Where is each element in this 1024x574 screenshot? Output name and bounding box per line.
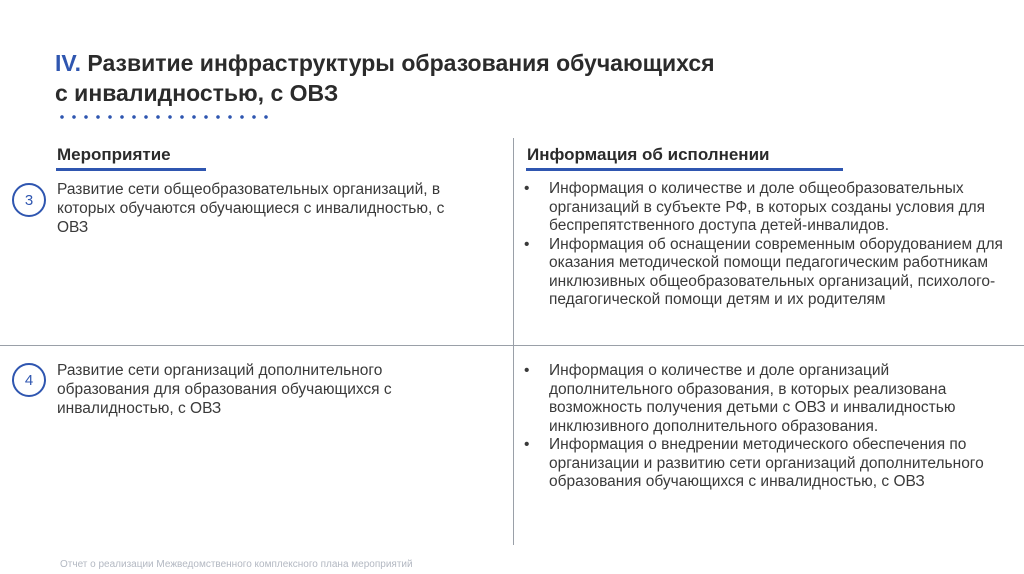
dotted-divider [56,114,276,120]
footer-note: Отчет о реализации Межведомственного комплексного плана мероприятий [60,559,413,570]
column-divider [513,138,514,545]
column-header-underline-right [526,168,843,171]
row-number-badge: 3 [12,183,46,217]
column-header-info: Информация об исполнении [527,145,770,164]
title-line-2: с инвалидностью, с ОВЗ [55,80,339,106]
column-header-underline-left [56,168,206,171]
info-item: • Информация о внедрении методического обеспечения по организации и развитию сети организаций дополнительного образования обучающихся с инвалидностью, с ОВЗ [524,436,1014,492]
row-divider [0,345,1024,346]
page-title [55,48,955,108]
measure-text: Развитие сети общеобразовательных организаций, в которых обучаются обучающиеся с инвалидностью, с ОВЗ [57,181,445,236]
info-item: • Информация о количестве и доле организаций дополнительного образования, в которых реализована возможность получения детьми с ОВЗ и инвалидностью инклюзивного дополнительного образования. [524,362,1014,436]
column-header-measure: Мероприятие [57,145,171,164]
row-number-badge: 4 [12,363,46,397]
info-item: • Информация об оснащении современным оборудованием для оказания методической помощи педагогическим работникам инклюзивных общеобразовательных организаций, психолого-педагогической помощи детям и их родителям [524,236,1014,310]
info-list [524,180,1014,310]
section-number: IV. [55,50,82,76]
info-item: • Информация о количестве и доле общеобразовательных организаций в субъекте РФ, в которых созданы условия для беспрепятственного доступа детей-инвалидов. [524,180,1014,236]
measure-text: Развитие сети организаций дополнительного образования для образования обучающихся с инвалидностью, с ОВЗ [57,362,392,417]
title-line-1: Развитие инфраструктуры образования обучающихся [87,50,715,76]
info-list [524,362,1014,492]
